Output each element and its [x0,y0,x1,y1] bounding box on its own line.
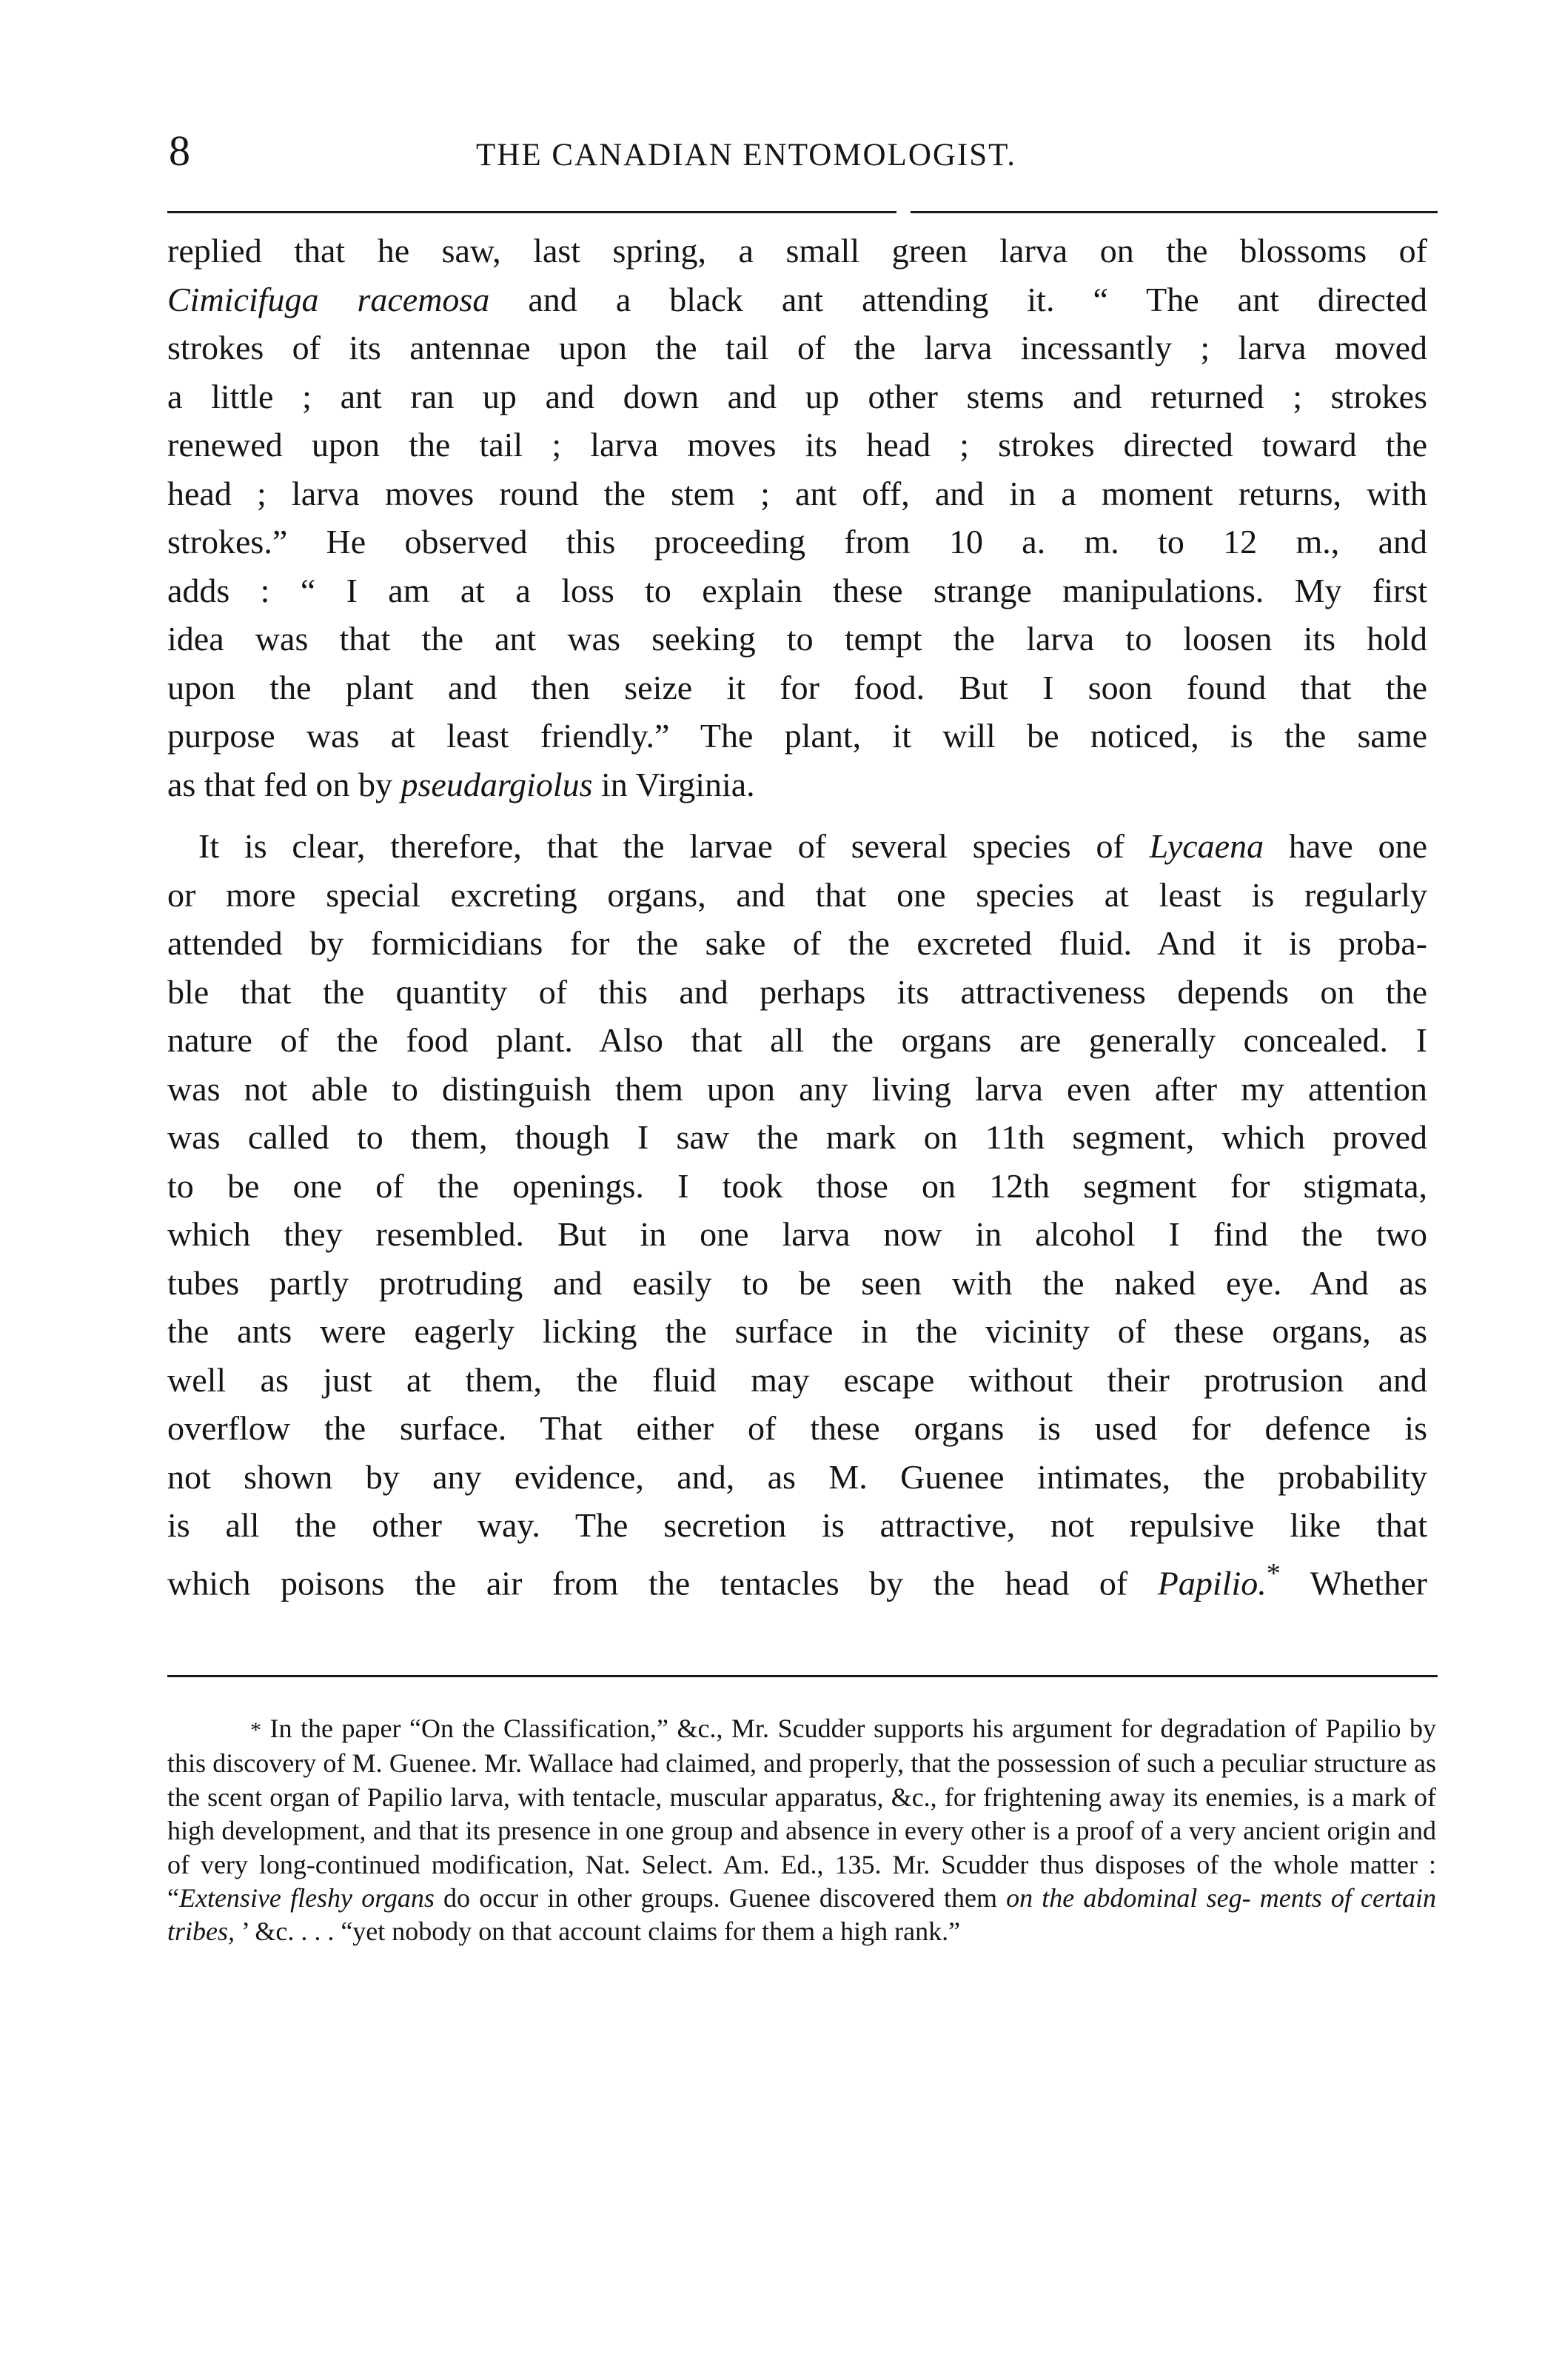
text-line: strokes of its antennae upon the tail of the larva incessantly ; larva moved [167,329,1427,367]
text-line: as that fed on by [167,765,401,803]
footnote [167,1712,1436,1949]
text-line: have one [1264,827,1427,865]
text-line: and a black ant attending it. “ The ant directed [489,280,1428,318]
text-line: was called to them, though I saw the mark on 11th segment, which proved [167,1118,1427,1156]
text-line: which they resembled. But in one larva now in alcohol I find the two [167,1215,1427,1253]
footnote-quote: on the abdominal seg- ments of certain tribes, [167,1883,1437,1947]
footnote-text: do occur in other groups. Guenee discovered them [434,1883,1007,1913]
text-line: to be one of the openings. I took those on 12th segment for stigmata, [167,1166,1427,1205]
text-line: which poisons the air from the tentacles by the head of [167,1563,1158,1602]
footnote-quote: Extensive fleshy organs [178,1883,435,1913]
text-line: head ; larva moves round the stem ; ant off, and in a moment returns, with [167,474,1427,512]
text-line: the ants were eagerly licking the surface in the vicinity of these organs, as [167,1312,1427,1350]
text-line: or more special excreting organs, and that one species at least is regularly [167,875,1427,914]
header-rule-left [167,211,896,213]
text-line: overflow the surface. That either of these organs is used for defence is [167,1409,1427,1447]
text-line: a little ; ant ran up and down and up other stems and returned ; strokes [167,377,1427,415]
text-line: adds : “ I am at a loss to explain these strange manipulations. My first [167,571,1427,609]
text-line: It is clear, therefore, that the larvae of several species of [198,827,1150,865]
article-body [167,227,1427,1607]
text-line: well as just at them, the fluid may escape without their protrusion and [167,1360,1427,1399]
footnote-text: In the paper “On the Classification,” &c., Mr. Scudder supports his argument for degradation of Papilio by this discovery of M. Guenee. Mr. Wallace had claimed, and properly, that the possession of such a peculiar structure as the scent organ of Papilio larva, with tentacle, muscular apparatus, &c., for frightening away its enemies, is a mark of high development, and that its presence in one group and absence in every other is a proof of a very ancient origin and of very long-continued modification, Nat. Select. Am. Ed., 135. Mr. Scudder thus disposes of the whole matter : “ [167,1714,1436,1913]
text-line: in Virginia. [592,765,755,803]
footnote-text: ’ &c. . . . “yet nobody on that account claims for them a high rank.” [235,1916,961,1947]
text-line: renewed upon the tail ; larva moves its head ; strokes directed toward the [167,426,1427,464]
text-line: is all the other way. The secretion is attractive, not repulsive like that [167,1506,1427,1544]
text-line: ble that the quantity of this and perhaps its attractiveness depends on the [167,972,1427,1011]
genus-name: Papilio. [1157,1563,1267,1602]
footnote-marker: * [250,1718,261,1742]
page-number: 8 [169,127,190,175]
paragraph-1-end [167,761,1427,809]
text-line: Whether [1280,1563,1427,1602]
page-header [169,127,1442,181]
species-name: Cimicifuga racemosa [167,280,490,318]
footnote-rule [167,1675,1438,1677]
paragraph-2 [167,822,1427,1607]
text-line: attended by formicidians for the sake of the excreted fluid. And it is proba- [167,924,1427,962]
text-line: strokes.” He observed this proceeding from 10 a. m. to 12 m., and [167,523,1427,561]
footnote-reference: * [1266,1557,1281,1589]
species-name: pseudargiolus [400,765,593,803]
paragraph-1 [167,227,1427,761]
text-line: replied that he saw, last spring, a small green larva on the blossoms of [167,232,1427,270]
text-line: nature of the food plant. Also that all the organs are generally concealed. I [167,1021,1427,1059]
text-line: idea was that the ant was seeking to tempt the larva to loosen its hold [167,620,1427,658]
header-rule-right [911,211,1438,213]
text-line: tubes partly protruding and easily to be seen with the naked eye. And as [167,1263,1427,1302]
text-line: was not able to distinguish them upon any living larva even after my attention [167,1069,1427,1108]
text-line: upon the plant and then seize it for food. But I soon found that the [167,668,1427,706]
running-title: THE CANADIAN ENTOMOLOGIST. [476,138,1016,173]
genus-name: Lycaena [1149,827,1264,865]
text-line: not shown by any evidence, and, as M. Guenee intimates, the probability [167,1457,1427,1496]
text-line: purpose was at least friendly.” The plant, it will be noticed, is the same [167,717,1427,755]
